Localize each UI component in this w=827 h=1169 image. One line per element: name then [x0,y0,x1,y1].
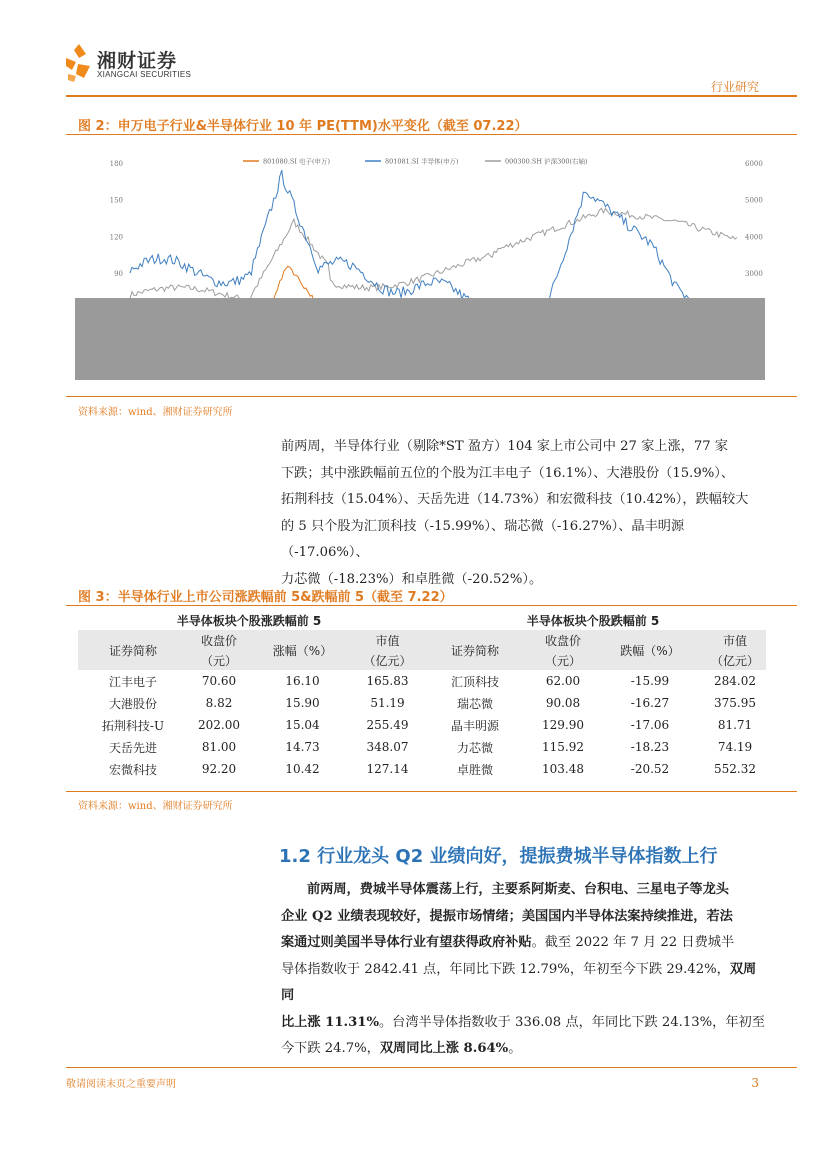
y-left-tick-label: 120 [109,233,123,242]
chart-legend [243,157,588,166]
market-cap-cell: 51.19 [370,696,405,710]
figure2-source: 资料来源：wind、湘财证券研究所 [78,407,233,418]
body-text: 导体指数收于 2842.41 点，年同比下跌 12.79%，年初至今下跌 29.42%， [281,961,730,977]
figure3-source: 资料来源：wind、湘财证券研究所 [78,801,233,812]
bold-text: 双周同比上涨 8.64% [379,1041,509,1056]
paragraph-line: 拓荆科技（15.04%）、天岳先进（14.73%）和宏微科技（10.42%），跌幅较大 [281,492,749,507]
company-name-en: XIANGCAI SECURITIES [97,70,192,79]
y-right-tick-label: 4000 [745,233,763,242]
figure3-bottom-rule [66,791,797,792]
col-header-change-up: 涨幅（%） [250,630,355,670]
change-pct-cell: 14.73 [285,740,320,754]
y-left-tick-label: 180 [109,160,123,168]
y-axis-right [745,160,763,315]
stock-name-cell: 汇顶科技 [450,674,499,689]
close-price-cell: 81.00 [201,740,237,754]
hs300-series-line [130,208,737,301]
bold-text: 企业 Q2 业绩表现较好，提振市场情绪；美国国内半导体法案持续推进，若法 [281,908,733,924]
table-row [78,758,766,780]
change-pct-cell: -18.23 [630,740,670,754]
figure3-title-rule [66,605,797,606]
close-price-cell: 103.48 [542,762,584,776]
bold-text: 双周同 [281,961,757,1003]
col-header-change-down: 跌幅（%） [596,630,704,670]
change-pct-cell: -17.06 [630,718,670,732]
body-text: 。台湾半导体指数收于 336.08 点，年同比下跌 24.13%，年初至 [378,1014,765,1030]
figure3-title: 图 3：半导体行业上市公司涨跌幅前 5&跌幅前 5（截至 7.22） [78,590,453,605]
footer-divider [66,1067,797,1068]
bold-text: 案通过则美国半导体行业有望获得政府补贴 [281,935,532,950]
col-header-close: 收盘价 [188,630,250,650]
stock-name-cell: 晶丰明源 [450,718,499,733]
page-number: 3 [751,1076,759,1090]
y-left-tick-label: 90 [114,270,123,278]
y-right-tick-label: 6000 [745,160,763,168]
market-cap-cell: 74.19 [717,740,753,754]
table-row [78,714,766,736]
figure2-bottom-rule [66,396,797,397]
figure2-title: 图 2：申万电子行业&半导体行业 10 年 PE(TTM)水平变化（截至 07.22） [78,119,528,134]
market-cap-cell: 348.07 [366,740,409,754]
market-cap-cell: 127.14 [366,762,409,776]
paragraph-line: 下跌；其中涨跌幅前五位的个股为江丰电子（16.1%）、大港股份（15.9%）、 [281,465,735,481]
figure2-title-rule [66,134,797,135]
chart-redaction-block [75,298,765,380]
col-header-mcap: 市值 [355,630,420,650]
change-pct-cell: -15.99 [630,674,670,688]
market-cap-cell: 165.83 [366,674,409,688]
close-price-cell: 70.60 [201,674,237,688]
change-pct-cell: 15.90 [285,696,320,710]
company-logo-icon [66,44,92,82]
footer-disclaimer-note: 敬请阅读末页之重要声明 [66,1079,176,1090]
body-text: 。截至 2022 年 7 月 22 日费城半 [531,935,735,950]
change-pct-cell: 15.04 [285,718,320,732]
y-axis-left [110,160,123,315]
paragraph-philly-semi [281,877,766,1063]
stock-name-cell: 拓荆科技-U [101,718,165,733]
table-row [78,692,766,714]
stock-name-cell: 瑞芯微 [456,696,493,711]
stock-name-cell: 江丰电子 [108,674,157,689]
paragraph-line: 的 5 只个股为汇顶科技（-15.99%）、瑞芯微（-16.27%）、晶丰明源（-17.06%）、 [281,518,685,560]
stock-name-cell: 天岳先进 [108,740,157,755]
header-divider [66,95,797,97]
paragraph-line: 前两周，半导体行业（剔除*ST 盈方）104 家上市公司中 27 家上涨，77 家 [281,439,728,454]
y-right-tick-label: 3000 [745,270,763,278]
market-cap-cell: 552.32 [714,762,756,776]
change-pct-cell: -20.52 [630,762,670,776]
stock-name-cell: 力芯微 [456,740,493,755]
close-price-cell: 202.00 [198,718,240,732]
market-cap-cell: 375.95 [714,696,756,710]
legend-label: 801081.SI 半导体(申万) [385,157,459,166]
market-cap-cell: 284.02 [714,674,756,688]
paragraph-line: 力芯微（-18.23%）和卓胜微（-20.52%）。 [281,571,543,587]
change-pct-cell: -16.27 [630,696,670,710]
col-header-mcap-unit: （亿元） [704,650,766,670]
table-group-losers: 半导体板块个股跌幅前 5 [526,613,660,628]
close-price-cell: 90.08 [545,696,581,710]
close-price-cell: 8.82 [205,696,233,710]
body-text: 。 [508,1041,522,1056]
y-right-tick-label: 5000 [745,196,763,205]
legend-label: 801080.SI 电子(申万) [263,157,331,166]
table-row [78,670,766,692]
col-header-mcap: 市值 [704,630,766,650]
bold-text: 前两周，费城半导体震荡上行，主要系阿斯麦、台积电、三星电子等龙头 [307,882,729,897]
close-price-cell: 92.20 [201,762,237,776]
change-pct-cell: 10.42 [285,762,320,776]
col-header-name: 证券简称 [78,630,188,670]
close-price-cell: 62.00 [545,674,581,688]
col-header-close-unit: （元） [188,650,250,670]
market-cap-cell: 81.71 [717,718,753,732]
stock-name-cell: 宏微科技 [108,762,157,777]
col-header-close: 收盘价 [530,630,596,650]
stock-performance-table [78,610,766,780]
body-text: 今下跌 24.7%， [281,1041,380,1056]
col-header-mcap-unit: （亿元） [355,650,420,670]
stock-name-cell: 卓胜微 [456,762,493,777]
bold-text: 比上涨 11.31% [281,1014,379,1030]
y-left-tick-label: 150 [109,196,123,205]
table-group-gainers: 半导体板块个股涨跌幅前 5 [176,613,322,628]
section-heading: 1.2 行业龙头 Q2 业绩向好，提振费城半导体指数上行 [279,846,718,867]
company-name-cn: 湘财证券 [97,50,178,72]
section-tag: 行业研究 [710,80,759,94]
change-pct-cell: 16.10 [285,674,320,688]
col-header-close-unit: （元） [530,650,596,670]
legend-label: 000300.SH 沪深300(右轴) [505,157,588,166]
col-header-name: 证券简称 [420,630,530,670]
close-price-cell: 129.90 [542,718,584,732]
close-price-cell: 115.92 [542,740,584,754]
market-cap-cell: 255.49 [366,718,409,732]
pe-line-chart [75,148,765,380]
table-row [78,736,766,758]
paragraph-summary [281,434,766,593]
stock-name-cell: 大港股份 [108,696,157,711]
